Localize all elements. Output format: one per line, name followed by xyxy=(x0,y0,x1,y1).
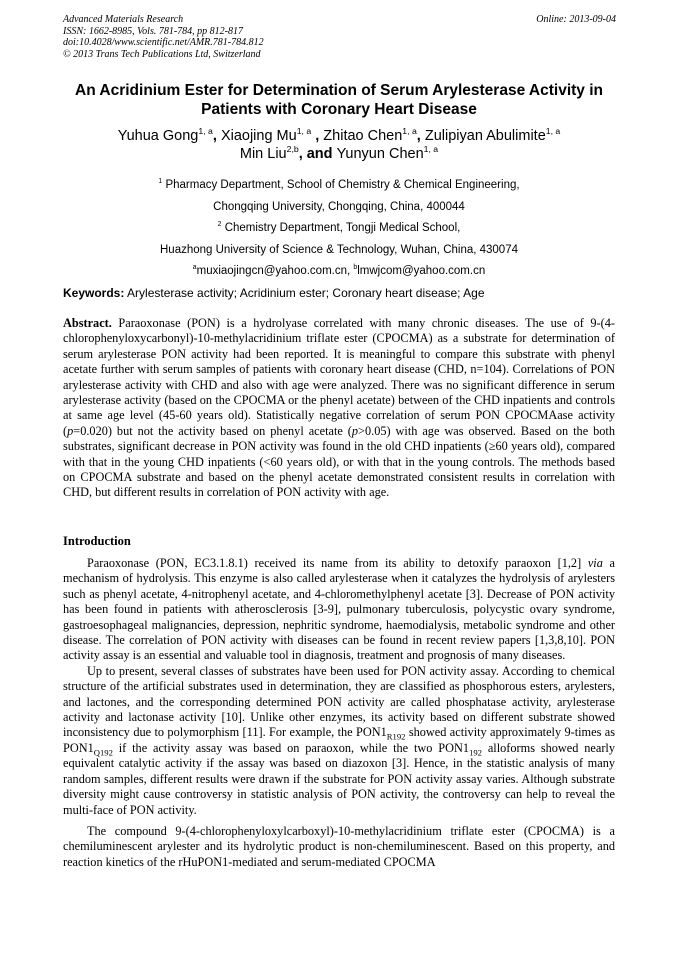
journal-issn: ISSN: 1662-8985, Vols. 781-784, pp 812-817 xyxy=(63,25,243,37)
affiliation-mark: 2 xyxy=(217,221,222,229)
introduction-body xyxy=(63,556,615,870)
author-separator: , xyxy=(416,128,425,144)
affiliation-2-line-1: $^2$ Chemistry Department, Tongji Medical School, xyxy=(217,221,461,234)
author-affil-mark: 1, a xyxy=(402,126,417,137)
online-date: Online: 2013-09-04 xyxy=(536,14,616,25)
affiliations xyxy=(40,175,638,283)
author-affil-mark: 1, a xyxy=(545,126,561,137)
paper-title xyxy=(40,82,638,119)
author-name: Min Liu xyxy=(239,146,287,162)
author-separator: , xyxy=(212,128,221,144)
keywords xyxy=(63,286,615,301)
abstract-label: Abstract. xyxy=(63,316,112,330)
title-line-2: Patients with Coronary Heart Disease xyxy=(201,100,477,118)
author-affil-mark: 1, a xyxy=(296,126,312,137)
journal-copyright: © 2013 Trans Tech Publications Ltd, Switzerland xyxy=(63,48,261,60)
author-line-1 xyxy=(40,127,638,145)
journal-doi: doi:10.4028/www.scientific.net/AMR.781-784.812 xyxy=(63,37,264,48)
author-name: Xiaojing Mu xyxy=(220,128,297,144)
email-a: muxiaojingcn@yahoo.com.cn, xyxy=(196,265,354,277)
journal-name: Advanced Materials Research xyxy=(63,14,184,25)
title-line-1: An Acridinium Ester for Determination of Serum Arylesterase Activity in xyxy=(75,82,603,99)
journal-header xyxy=(63,14,264,60)
author-name: Yuhua Gong xyxy=(117,128,199,144)
email-b: lmwjcom@yahoo.com.cn xyxy=(357,265,486,277)
keywords-label: Keywords: xyxy=(63,286,125,300)
author-list xyxy=(40,127,638,163)
author-separator: , and xyxy=(298,146,337,162)
intro-paragraph-3: The compound 9-(4-chlorophenyloxylcarboxyl)-10-methylacridinium triflate ester (CPOCMA) is a chemiluminescent arylester and its hydrolytic product is non-chemiluminescent. Based on this property, and reaction kinetics of the rHuPON1-mediated and serum-mediated CPOCMA xyxy=(63,823,615,869)
author-affil-mark: 2,b xyxy=(286,144,299,155)
keywords-text: Arylesterase activity; Acridinium ester; Coronary heart disease; Age xyxy=(124,286,485,300)
author-line-2 xyxy=(40,145,638,163)
affiliation-1-line-2: Chongqing University, Chongqing, China, 400044 xyxy=(213,200,465,213)
affiliation-mark: 1 xyxy=(158,178,163,186)
author-name: Zulipiyan Abulimite xyxy=(424,128,546,144)
p-value-symbol: p xyxy=(351,423,359,438)
author-affil-mark: 1, a xyxy=(198,126,213,137)
section-heading-introduction: Introduction xyxy=(63,534,131,548)
email-mark: a xyxy=(192,264,197,272)
intro-paragraph-1: Paraoxonase (PON, EC3.1.8.1) received its name from its ability to detoxify paraoxon [1,2] via a mechanism of hydrolysis. This enzyme is also called arylesterase when it catalyzes the hydrolysis of arylesters such as phenyl acetate, 4-nitrophenyl acetate, and 4-chloromethylphenyl acetate [3]. Decrease of PON activity has been found in patients with atherosclerosis [3-9], pulmonary tuberculosis, polycystic ovary syndrome, gastroesophageal malignancies, depression, nephritic syndrome, haemodialysis, metabolic syndrome and other disease. The correlation of PON activity with diseases can be found in recent review papers [1,3,8,10]. PON activity assay is an essential and valuable tool in diagnosis, treatment and prognosis of many diseases. xyxy=(63,556,615,663)
author-emails xyxy=(40,261,638,283)
email-mark: b xyxy=(353,264,358,272)
abstract: Abstract. Paraoxonase (PON) is a hydrolyase correlated with many chronic diseases. The use of 9-(4-chlorophenyloxycarbonyl)-10-methylacridinium triflate ester (CPOCMA) as a substrate for determination of serum arylesterase PON activity had been reported. It is meaningful to compare this substrate with phenyl acetate further with serum samples of patients with coronary heart disease (CHD, n=104). Correlations of PON arylesterase activity with CHD and also with age were analyzed. There was no significant difference in serum arylesterase activity (based on the CPOCMA or the phenyl acetate) between of the CHD inpatients and controls at same age level (45-60 years old). Statistically negative correlation of serum PON CPOCMAase activity (p=0.020) but not the activity based on phenyl acetate (p>0.05) with age was observed. Based on the both substrates, significant decrease in PON activity was found in the old CHD inpatients (≥60 years old), compared with that in the young CHD inpatients (<60 years old), or with that in the young controls. The methods based on CPOCMA substrate and based on the phenyl acetate demonstrated consistent results in correlation with CHD, but different results in correlation of PON activity with age. xyxy=(63,316,615,500)
p-value-symbol: p xyxy=(67,423,74,438)
intro-paragraph-2: Up to present, several classes of substrates have been used for PON activity assay. According to chemical structure of the artificial substrates used in determination, they are classified as phosphorous esters, arylesters, and lactones, and the corresponding determined PON activity are called phosphatase activity, arylesterase activity and lactonase activity [10]. Unlike other enzymes, its activity based on different substrate showed inconsistency due to polymorphism [11]. For example, the $PON1_{R192}$ showed activity approximately 9-times as $PON1_{Q192}$ if the activity assay was based on paraoxon, while the two $PON1_{192}$ alloforms showed nearly equivalent catalytic activity if the assay was based on diazoxon [3]. Hence, in the statistic analysis of many random samples, different results were drawn if the substrate for PON activity assay varies. Although substrate diversity might cause controversy in statistic analysis of PON activity, the controversy can help to reveal the multi-face of PON activity. xyxy=(63,663,615,817)
author-name: Yunyun Chen xyxy=(336,146,424,162)
author-name: Zhitao Chen xyxy=(323,128,403,144)
author-separator: , xyxy=(311,128,324,144)
affiliation-2-line-2: Huazhong University of Science & Technology, Wuhan, China, 430074 xyxy=(160,243,518,256)
affiliation-1-line-1: $^1$ Pharmacy Department, School of Chemistry & Chemical Engineering, xyxy=(158,178,520,191)
author-affil-mark: 1, a xyxy=(423,144,439,155)
